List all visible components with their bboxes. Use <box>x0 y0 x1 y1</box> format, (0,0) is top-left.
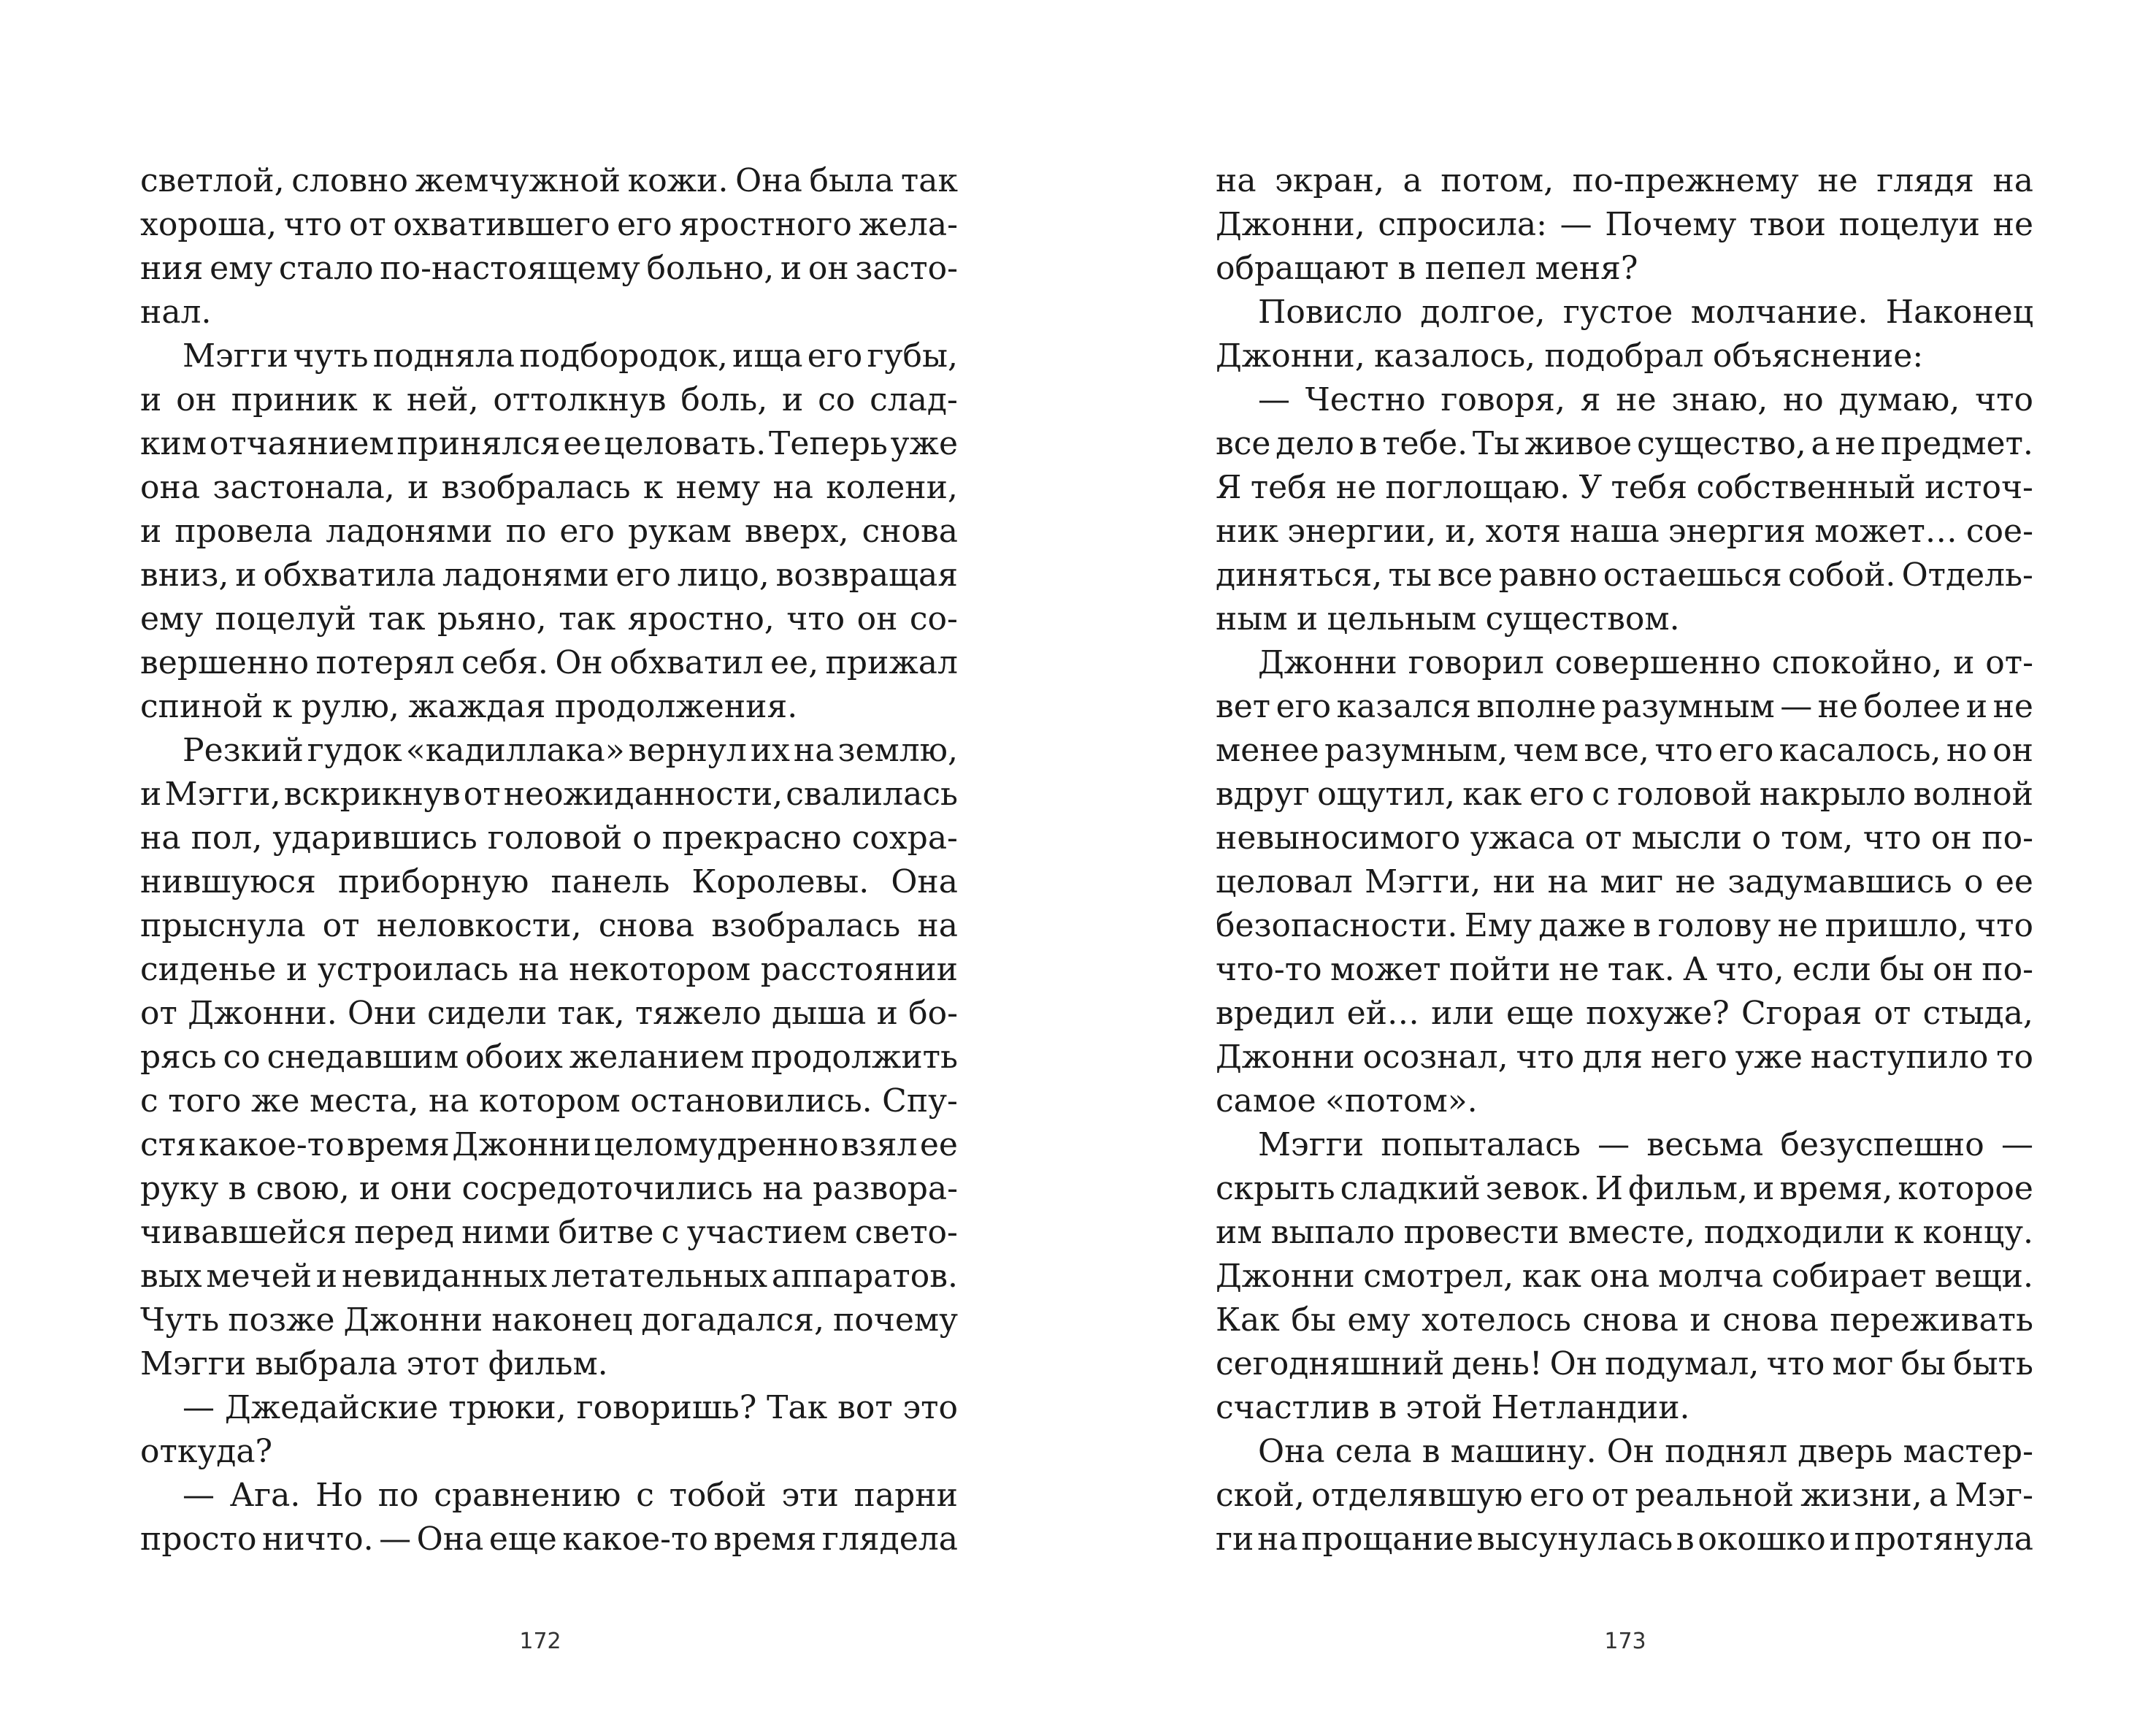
text-line: прыснула от неловкости, снова взобралась на <box>140 907 958 944</box>
text-line: ким отчаянием принялся ее целовать. Теперь уже <box>140 425 958 462</box>
text-line: — Джедайские трюки, говоришь? Так вот это <box>183 1389 958 1426</box>
text-line: вершенно потерял себя. Он обхватил ее, прижал <box>140 644 958 681</box>
left-page-number: 172 <box>519 1629 561 1654</box>
text-line: сиденье и устроилась на некотором расстоянии <box>140 951 958 988</box>
right-page-text <box>1216 159 2033 1561</box>
text-line: Мэгги чуть подняла подбородок, ища его губы, <box>183 337 958 375</box>
text-line: безопасности. Ему даже в голову не пришло, что <box>1216 907 2033 944</box>
text-line: светлой, словно жемчужной кожи. Она была так <box>140 162 958 199</box>
text-line: самое «потом». <box>1216 1082 1478 1120</box>
text-line: и он приник к ней, оттолкнув боль, и со слад- <box>140 381 958 418</box>
text-line: — Ага. Но по сравнению с тобой эти парни <box>183 1477 958 1514</box>
text-line: Джонни, спросила: — Почему твои поцелуи не <box>1216 206 2033 243</box>
text-line: все дело в тебе. Ты живое существо, а не предмет. <box>1216 425 2033 462</box>
text-line: Резкий гудок «кадиллака» вернул их на землю, <box>183 732 958 769</box>
text-line: ник энергии, и, хотя наша энергия может… сое- <box>1216 513 2033 550</box>
text-line: стя какое-то время Джонни целомудренно взял ее <box>140 1126 958 1163</box>
text-line: от Джонни. Они сидели так, тяжело дыша и бо- <box>140 995 958 1032</box>
text-line: нившуюся приборную панель Королевы. Она <box>140 863 958 900</box>
text-line: Она села в машину. Он поднял дверь мастер- <box>1258 1433 2033 1470</box>
text-line: Чуть позже Джонни наконец догадался, почему <box>140 1301 958 1339</box>
text-line: откуда? <box>140 1433 273 1470</box>
text-line: вых мечей и невиданных летательных аппаратов. <box>140 1258 958 1295</box>
text-line: рясь со снедавшим обоих желанием продолжить <box>140 1039 958 1076</box>
text-line: руку в свою, и они сосредоточились на развора- <box>140 1170 958 1207</box>
text-line: Джонни, казалось, подобрал объяснение: <box>1216 337 1924 375</box>
text-line: ему поцелуй так рьяно, так яростно, что он со- <box>140 600 958 638</box>
text-line: обращают в пепел меня? <box>1216 250 1638 287</box>
text-line: менее разумным, чем все, что его касалось, но он <box>1216 732 2033 769</box>
text-line: ния ему стало по-настоящему больно, и он засто- <box>140 250 958 287</box>
text-line: что-то может пойти не так. А что, если бы он по- <box>1216 951 2033 988</box>
right-page-number: 173 <box>1604 1629 1646 1654</box>
text-line: и Мэгги, вскрикнув от неожиданности, свалилась <box>140 776 958 813</box>
text-line: хороша, что от охватившего его яростного жела- <box>140 206 958 243</box>
text-line: на экран, а потом, по-прежнему не глядя на <box>1216 162 2033 199</box>
text-line: Я тебя не поглощаю. У тебя собственный источ- <box>1216 469 2033 506</box>
text-line: чивавшейся перед ними битве с участием свето- <box>140 1214 958 1251</box>
text-line: с того же места, на котором остановились. Спу- <box>140 1082 958 1120</box>
text-line: Мэгги выбрала этот фильм. <box>140 1345 608 1382</box>
text-line: диняться, ты все равно остаешься собой. Отдель- <box>1216 556 2033 594</box>
text-line: Джонни говорил совершенно спокойно, и от- <box>1258 644 2033 681</box>
text-line: и провела ладонями по его рукам вверх, снова <box>140 513 958 550</box>
text-line: ской, отделявшую его от реальной жизни, а Мэг- <box>1216 1477 2033 1514</box>
text-line: ным и цельным существом. <box>1216 600 1680 638</box>
text-line: — Честно говоря, я не знаю, но думаю, что <box>1258 381 2033 418</box>
text-line: Повисло долгое, густое молчание. Наконец <box>1258 294 2033 331</box>
text-line: спиной к рулю, жаждая продолжения. <box>140 688 798 725</box>
text-line: вредил ей… или еще похуже? Сгорая от стыда, <box>1216 995 2033 1032</box>
text-line: Джонни смотрел, как она молча собирает вещи. <box>1216 1258 2033 1295</box>
text-line: Джонни осознал, что для него уже наступило то <box>1216 1039 2033 1076</box>
text-line: Как бы ему хотелось снова и снова переживать <box>1216 1301 2033 1339</box>
text-line: счастлив в этой Нетландии. <box>1216 1389 1690 1426</box>
text-line: Мэгги попыталась — весьма безуспешно — <box>1258 1126 2033 1163</box>
text-line: скрыть сладкий зевок. И фильм, и время, которое <box>1216 1170 2033 1207</box>
text-line: вниз, и обхватила ладонями его лицо, возвращая <box>140 556 958 594</box>
text-line: она застонала, и взобралась к нему на колени, <box>140 469 958 506</box>
text-line: невыносимого ужаса от мысли о том, что он по- <box>1216 819 2033 857</box>
text-line: целовал Мэгги, ни на миг не задумавшись о ее <box>1216 863 2033 900</box>
left-page-text <box>140 159 958 1561</box>
text-line: сегодняшний день! Он подумал, что мог бы быть <box>1216 1345 2033 1382</box>
text-line: ги на прощание высунулась в окошко и протянула <box>1216 1521 2033 1558</box>
text-line: на пол, ударившись головой о прекрасно сохра- <box>140 819 958 857</box>
text-line: нал. <box>140 294 212 331</box>
text-line: им выпало провести вместе, подходили к концу. <box>1216 1214 2033 1251</box>
text-line: просто ничто. — Она еще какое-то время глядела <box>140 1521 958 1558</box>
text-line: вет его казался вполне разумным — не более и не <box>1216 688 2033 725</box>
text-line: вдруг ощутил, как его с головой накрыло волной <box>1216 776 2033 813</box>
